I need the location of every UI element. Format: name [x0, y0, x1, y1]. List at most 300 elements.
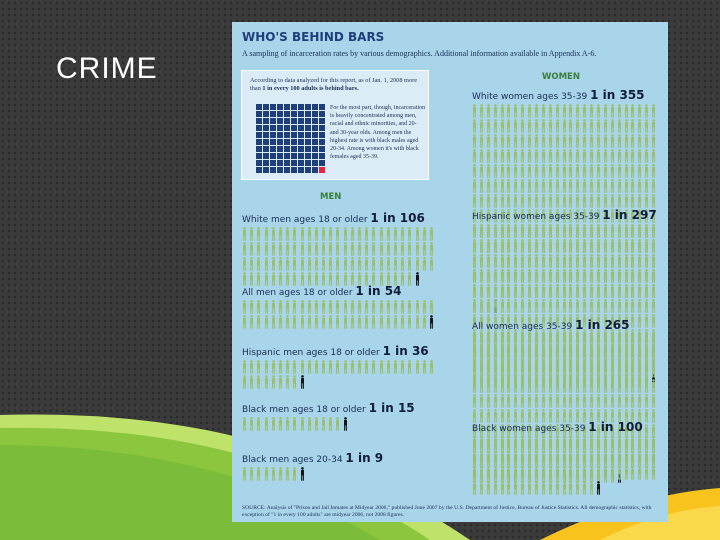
person-figure — [500, 104, 505, 118]
person-figure — [422, 227, 427, 241]
person-figure — [555, 481, 560, 495]
person-figure — [249, 257, 254, 271]
rate-label-text: Hispanic men ages 18 or older — [242, 348, 383, 358]
person-figure — [415, 315, 420, 329]
person-figure — [479, 239, 484, 253]
person-figure — [624, 349, 629, 363]
person-figure — [321, 315, 326, 329]
person-figure — [582, 269, 587, 283]
grid-cell — [270, 132, 276, 138]
person-figure — [242, 417, 247, 431]
person-figure — [644, 379, 649, 393]
person-figure — [630, 364, 635, 378]
person-figure — [555, 379, 560, 393]
person-figure — [493, 334, 498, 348]
person-figure — [575, 164, 580, 178]
info-intro-bold: 1 in every 100 adults is behind bars. — [262, 85, 359, 92]
person-figure — [429, 227, 434, 241]
person-figure — [568, 334, 573, 348]
person-figure — [637, 254, 642, 268]
person-figure — [603, 349, 608, 363]
person-figure — [527, 364, 532, 378]
person-figure — [479, 466, 484, 480]
person-figure — [513, 394, 518, 408]
person-figure — [534, 436, 539, 450]
person-figure — [513, 254, 518, 268]
person-figure — [292, 242, 297, 256]
person-figure — [603, 179, 608, 193]
person-figure — [624, 254, 629, 268]
person-figure — [249, 360, 254, 374]
person-figure — [472, 179, 477, 193]
person-figure — [624, 119, 629, 133]
person-figure — [527, 164, 532, 178]
person-figure — [479, 119, 484, 133]
person-figure — [506, 134, 511, 148]
person-figure — [624, 436, 629, 450]
person-figure — [278, 360, 283, 374]
person-figure — [386, 227, 391, 241]
person-figure — [603, 254, 608, 268]
person-figure — [548, 466, 553, 480]
person-figure — [624, 239, 629, 253]
person-figure — [534, 379, 539, 393]
person-figure — [582, 104, 587, 118]
inmate-figure — [300, 375, 305, 389]
person-figure — [548, 436, 553, 450]
person-figure — [617, 224, 622, 238]
person-figure — [513, 194, 518, 208]
person-figure — [589, 119, 594, 133]
person-figure — [513, 349, 518, 363]
person-figure — [562, 164, 567, 178]
person-figure — [610, 364, 615, 378]
person-figure — [285, 315, 290, 329]
person-figure — [562, 466, 567, 480]
person-figure — [562, 334, 567, 348]
grid-cell — [319, 153, 325, 159]
grid-cell — [256, 118, 262, 124]
person-figure — [651, 466, 656, 480]
person-figure — [555, 224, 560, 238]
rate-value: 1 in 297 — [602, 208, 657, 222]
person-figure — [562, 451, 567, 465]
person-figure — [527, 104, 532, 118]
person-figure — [335, 417, 340, 431]
person-figure — [589, 451, 594, 465]
person-figure — [486, 164, 491, 178]
rate-value: 1 in 9 — [345, 451, 384, 465]
person-figure — [271, 467, 276, 481]
grid-cell — [305, 146, 311, 152]
person-figure — [617, 134, 622, 148]
person-figure — [644, 394, 649, 408]
person-figure — [568, 436, 573, 450]
inmate-figure — [596, 481, 601, 495]
person-figure — [562, 284, 567, 298]
person-figure — [630, 119, 635, 133]
person-figure — [534, 334, 539, 348]
rate-row-label — [242, 401, 415, 415]
person-figure — [562, 349, 567, 363]
person-figure — [630, 194, 635, 208]
person-figure — [603, 134, 608, 148]
person-figure — [271, 257, 276, 271]
person-figure — [582, 379, 587, 393]
person-figure — [624, 379, 629, 393]
grid-cell — [270, 146, 276, 152]
people-figures — [242, 227, 437, 286]
person-figure — [630, 224, 635, 238]
grid-cell — [284, 167, 290, 173]
person-figure — [644, 194, 649, 208]
grid-cell — [319, 111, 325, 117]
person-figure — [589, 239, 594, 253]
person-figure — [624, 394, 629, 408]
person-figure — [541, 224, 546, 238]
person-figure — [527, 481, 532, 495]
person-figure — [527, 334, 532, 348]
person-figure — [644, 299, 649, 313]
person-figure — [644, 364, 649, 378]
person-figure — [513, 284, 518, 298]
grid-cell — [277, 118, 283, 124]
grid-cell — [298, 111, 304, 117]
person-figure — [548, 451, 553, 465]
person-figure — [651, 134, 656, 148]
grid-cell — [312, 104, 318, 110]
person-figure — [610, 379, 615, 393]
person-figure — [371, 227, 376, 241]
person-figure — [486, 179, 491, 193]
person-figure — [527, 194, 532, 208]
person-figure — [589, 179, 594, 193]
person-figure — [513, 134, 518, 148]
person-figure — [637, 179, 642, 193]
person-figure — [472, 134, 477, 148]
rate-value: 1 in 106 — [370, 211, 425, 225]
person-figure — [486, 299, 491, 313]
person-figure — [651, 314, 656, 328]
person-figure — [582, 364, 587, 378]
person-figure — [568, 179, 573, 193]
person-figure — [548, 119, 553, 133]
person-figure — [527, 269, 532, 283]
person-figure — [321, 227, 326, 241]
person-figure — [242, 375, 247, 389]
grid-cell — [305, 139, 311, 145]
person-figure — [527, 466, 532, 480]
person-figure — [493, 134, 498, 148]
person-figure — [589, 284, 594, 298]
person-figure — [534, 194, 539, 208]
person-figure — [292, 300, 297, 314]
grid-cell — [277, 139, 283, 145]
person-figure — [486, 284, 491, 298]
person-figure — [357, 315, 362, 329]
person-figure — [493, 466, 498, 480]
person-figure — [637, 466, 642, 480]
person-figure — [568, 239, 573, 253]
person-figure — [379, 315, 384, 329]
person-figure — [493, 379, 498, 393]
person-figure — [493, 254, 498, 268]
person-figure — [651, 299, 656, 313]
person-figure — [534, 364, 539, 378]
rate-label-text: Black men ages 20-34 — [242, 455, 346, 465]
person-figure — [278, 227, 283, 241]
people-figures — [242, 417, 437, 431]
person-figure — [548, 334, 553, 348]
person-figure — [644, 451, 649, 465]
person-figure — [328, 227, 333, 241]
person-figure — [271, 360, 276, 374]
person-figure — [513, 104, 518, 118]
person-figure — [610, 299, 615, 313]
person-figure — [637, 349, 642, 363]
person-figure — [520, 451, 525, 465]
rate-row-label — [472, 420, 643, 434]
grid-cell — [319, 146, 325, 152]
person-figure — [506, 299, 511, 313]
person-figure — [630, 314, 635, 328]
person-figure — [407, 315, 412, 329]
person-figure — [555, 119, 560, 133]
person-figure — [575, 194, 580, 208]
person-figure — [603, 239, 608, 253]
person-figure — [644, 284, 649, 298]
grid-cell — [277, 104, 283, 110]
person-figure — [596, 179, 601, 193]
person-figure — [357, 300, 362, 314]
person-figure — [555, 194, 560, 208]
grid-cell — [277, 160, 283, 166]
person-figure — [479, 134, 484, 148]
person-figure — [548, 239, 553, 253]
person-figure — [548, 149, 553, 163]
grid-cell — [312, 139, 318, 145]
person-figure — [637, 299, 642, 313]
person-figure — [617, 299, 622, 313]
person-figure — [513, 436, 518, 450]
person-figure — [364, 300, 369, 314]
person-figure — [271, 417, 276, 431]
person-figure — [486, 194, 491, 208]
person-figure — [562, 299, 567, 313]
person-figure — [314, 227, 319, 241]
person-figure — [343, 315, 348, 329]
person-figure — [624, 466, 629, 480]
person-figure — [285, 360, 290, 374]
person-figure — [651, 269, 656, 283]
person-figure — [651, 179, 656, 193]
person-figure — [357, 257, 362, 271]
grid-cell — [312, 125, 318, 131]
person-figure — [285, 467, 290, 481]
person-figure — [610, 104, 615, 118]
person-figure — [415, 242, 420, 256]
person-figure — [548, 394, 553, 408]
person-figure — [624, 194, 629, 208]
person-figure — [610, 394, 615, 408]
person-figure — [603, 379, 608, 393]
person-figure — [486, 149, 491, 163]
person-figure — [575, 269, 580, 283]
grid-cell — [319, 139, 325, 145]
person-figure — [568, 254, 573, 268]
person-figure — [506, 394, 511, 408]
person-figure — [568, 164, 573, 178]
person-figure — [603, 149, 608, 163]
people-figures — [242, 360, 437, 389]
person-figure — [493, 481, 498, 495]
person-figure — [357, 227, 362, 241]
person-figure — [541, 451, 546, 465]
person-figure — [617, 334, 622, 348]
person-figure — [429, 257, 434, 271]
person-figure — [249, 300, 254, 314]
person-figure — [328, 242, 333, 256]
person-figure — [472, 466, 477, 480]
grid-cell — [305, 111, 311, 117]
person-figure — [596, 451, 601, 465]
person-figure — [493, 436, 498, 450]
women-heading: WOMEN — [542, 72, 580, 82]
person-figure — [568, 349, 573, 363]
person-figure — [486, 451, 491, 465]
grid-cell — [284, 153, 290, 159]
rate-value: 1 in 355 — [590, 88, 645, 102]
person-figure — [534, 349, 539, 363]
person-figure — [596, 224, 601, 238]
person-figure — [541, 134, 546, 148]
person-figure — [307, 417, 312, 431]
grid-cell — [277, 132, 283, 138]
person-figure — [582, 179, 587, 193]
person-figure — [541, 394, 546, 408]
person-figure — [617, 254, 622, 268]
person-figure — [527, 451, 532, 465]
person-figure — [562, 254, 567, 268]
grid-cell — [305, 125, 311, 131]
person-figure — [589, 254, 594, 268]
person-figure — [562, 149, 567, 163]
grid-cell — [270, 118, 276, 124]
person-figure — [371, 242, 376, 256]
person-figure — [568, 451, 573, 465]
person-figure — [256, 257, 261, 271]
person-figure — [486, 394, 491, 408]
person-figure — [562, 364, 567, 378]
person-figure — [513, 364, 518, 378]
person-figure — [610, 224, 615, 238]
grid-cell — [263, 146, 269, 152]
person-figure — [242, 300, 247, 314]
person-figure — [400, 315, 405, 329]
person-figure — [379, 300, 384, 314]
person-figure — [486, 239, 491, 253]
grid-cell — [256, 139, 262, 145]
person-figure — [493, 299, 498, 313]
person-figure — [575, 284, 580, 298]
person-figure — [506, 164, 511, 178]
grid-cell — [277, 125, 283, 131]
person-figure — [506, 239, 511, 253]
grid-cell — [291, 104, 297, 110]
person-figure — [335, 315, 340, 329]
person-figure — [541, 299, 546, 313]
person-figure — [472, 239, 477, 253]
person-figure — [520, 466, 525, 480]
person-figure — [589, 436, 594, 450]
rate-value: 1 in 265 — [575, 318, 630, 332]
inmate-figure — [429, 315, 434, 329]
person-figure — [371, 315, 376, 329]
person-figure — [651, 451, 656, 465]
person-figure — [350, 227, 355, 241]
person-figure — [637, 364, 642, 378]
grid-cell — [284, 118, 290, 124]
person-figure — [264, 375, 269, 389]
person-figure — [527, 149, 532, 163]
person-figure — [472, 394, 477, 408]
person-figure — [364, 315, 369, 329]
person-figure — [548, 364, 553, 378]
person-figure — [582, 224, 587, 238]
person-figure — [307, 315, 312, 329]
person-figure — [278, 257, 283, 271]
person-figure — [582, 149, 587, 163]
person-figure — [513, 224, 518, 238]
person-figure — [242, 360, 247, 374]
person-figure — [603, 466, 608, 480]
person-figure — [610, 349, 615, 363]
person-figure — [486, 134, 491, 148]
grid-cell — [298, 118, 304, 124]
person-figure — [624, 284, 629, 298]
grid-cell — [298, 125, 304, 131]
person-figure — [644, 119, 649, 133]
person-figure — [575, 451, 580, 465]
person-figure — [555, 334, 560, 348]
person-figure — [603, 194, 608, 208]
person-figure — [610, 119, 615, 133]
person-figure — [513, 149, 518, 163]
person-figure — [548, 379, 553, 393]
grid-cell — [284, 139, 290, 145]
rate-label-text: Hispanic women ages 35-39 — [472, 212, 603, 222]
person-figure — [575, 379, 580, 393]
person-figure — [472, 104, 477, 118]
person-figure — [314, 315, 319, 329]
person-figure — [486, 119, 491, 133]
person-figure — [534, 481, 539, 495]
person-figure — [500, 466, 505, 480]
person-figure — [520, 134, 525, 148]
grid-cell — [319, 104, 325, 110]
person-figure — [651, 239, 656, 253]
person-figure — [589, 394, 594, 408]
person-figure — [407, 242, 412, 256]
person-figure — [617, 119, 622, 133]
person-figure — [644, 149, 649, 163]
infographic-title: WHO'S BEHIND BARS — [242, 30, 385, 44]
person-figure — [610, 164, 615, 178]
person-figure — [479, 104, 484, 118]
person-figure — [624, 149, 629, 163]
person-figure — [548, 164, 553, 178]
grid-cell — [263, 153, 269, 159]
